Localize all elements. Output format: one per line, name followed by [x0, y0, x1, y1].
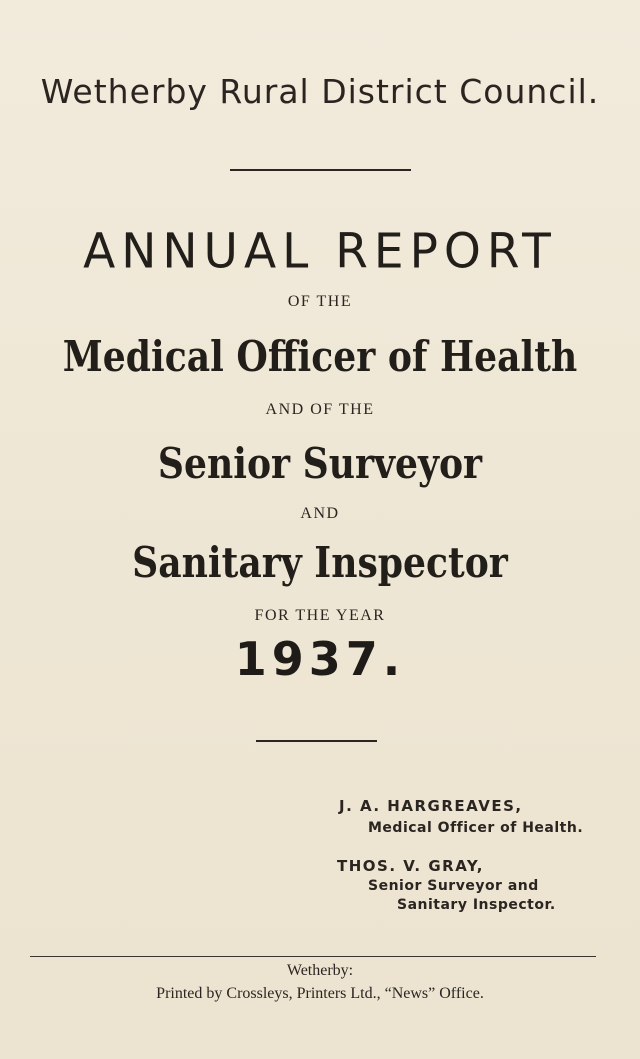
and-text: AND [300, 505, 340, 522]
medical-officer-title: Medical Officer of Health [62, 332, 578, 381]
of-the-text: OF THE [287, 293, 353, 310]
signatory-name-hargreaves: J. A. HARGREAVES, [339, 797, 523, 815]
report-year: 1937. [234, 632, 406, 686]
imprint-place: Wetherby: [286, 962, 354, 979]
signatory-title-gray-line2: Sanitary Inspector. [397, 897, 556, 913]
signatory-title-hargreaves: Medical Officer of Health. [368, 820, 584, 836]
for-the-year-text: FOR THE YEAR [254, 607, 386, 624]
top-divider [230, 169, 411, 171]
signatory-title-gray-line1: Senior Surveyor and [368, 878, 539, 894]
council-name: Wetherby Rural District Council. [40, 72, 600, 111]
senior-surveyor-title: Senior Surveyor [157, 439, 483, 488]
signatory-name-gray: THOS. V. GRAY, [337, 857, 484, 875]
sanitary-inspector-title: Sanitary Inspector [132, 538, 508, 587]
and-of-the-text: AND OF THE [265, 401, 375, 418]
imprint-divider [30, 956, 596, 957]
imprint-printer: Printed by Crossleys, Printers Ltd., “News” Office. [156, 985, 484, 1002]
middle-divider [256, 740, 377, 742]
report-heading: ANNUAL REPORT [83, 223, 557, 280]
